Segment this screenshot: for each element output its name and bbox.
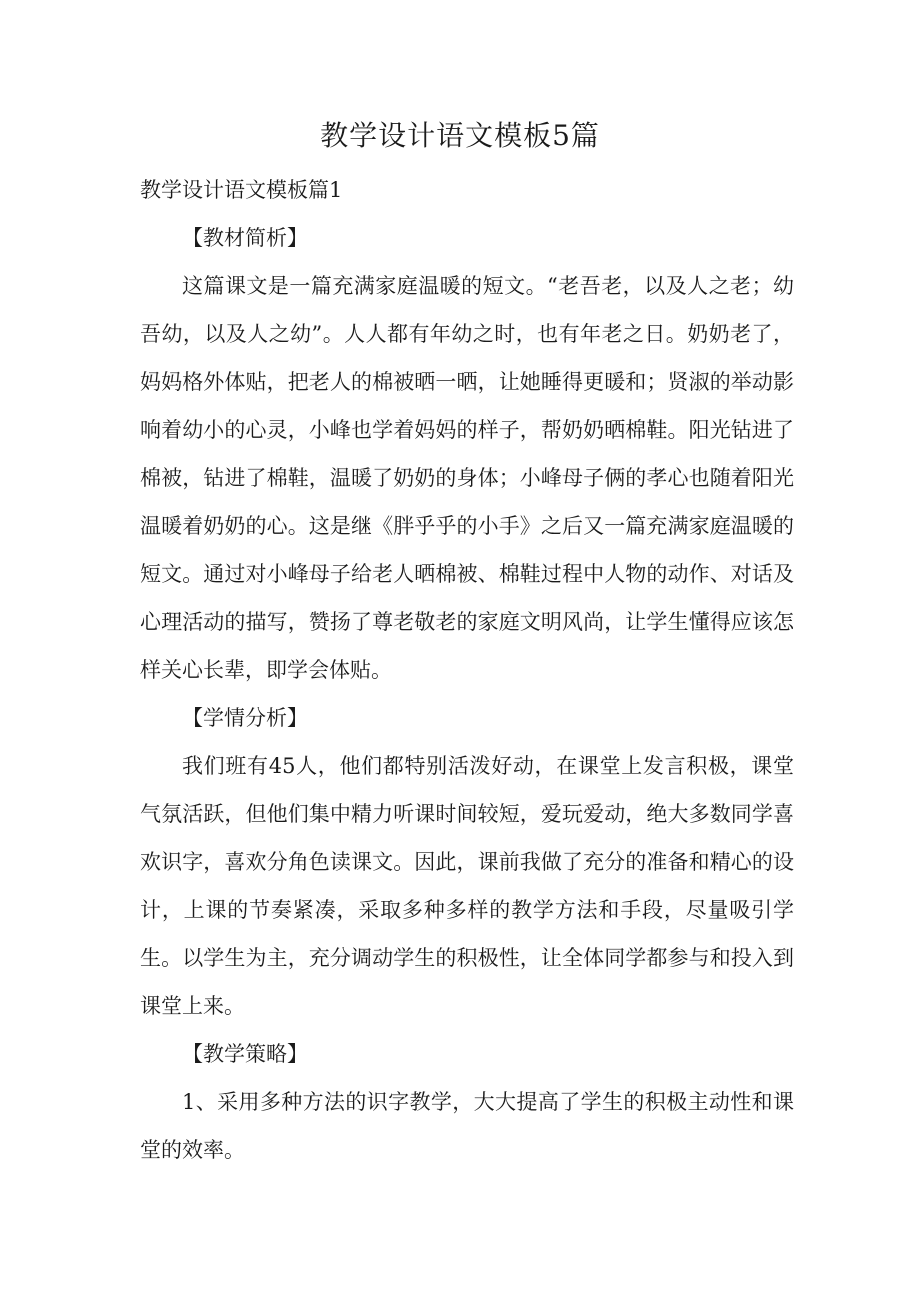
section-heading-student-analysis: 【学情分析】	[182, 706, 308, 730]
section-heading-textbook-analysis: 【教材简析】	[182, 226, 308, 250]
paragraph-student-analysis: 我们班有45人，他们都特别活泼好动，在课堂上发言积极，课堂气氛活跃，但他们集中精力听课时间较短，爱玩爱动，绝大多数同学喜欢识字，喜欢分角色读课文。因此，课前我做了充分的准备和精心的设计，上课的节奏紧凑，采取多种多样的教学方法和手段，尽量吸引学生。以学生为主，充分调动学生的积极性，让全体同学都参与和投入到课堂上来。	[140, 754, 794, 1018]
paragraph-textbook-analysis: 这篇课文是一篇充满家庭温暖的短文。“老吾老，以及人之老；幼吾幼，以及人之幼”。人人都有年幼之时，也有年老之日。奶奶老了，妈妈格外体贴，把老人的棉被晒一晒，让她睡得更暖和；贤淑的举动影响着幼小的心灵，小峰也学着妈妈的样子，帮奶奶晒棉鞋。阳光钻进了棉被，钻进了棉鞋，温暖了奶奶的身体；小峰母子俩的孝心也随着阳光温暖着奶奶的心。这是继《胖乎乎的小手》之后又一篇充满家庭温暖的短文。通过对小峰母子给老人晒棉被、棉鞋过程中人物的动作、对话及心理活动的描写，赞扬了尊老敬老的家庭文明风尚，让学生懂得应该怎样关心长辈，即学会体贴。	[140, 274, 794, 682]
document-body	[140, 166, 794, 1174]
document-title: 教学设计语文模板5篇	[320, 119, 600, 152]
paragraph-teaching-strategy: 1、采用多种方法的识字教学，大大提高了学生的积极主动性和课堂的效率。	[140, 1090, 794, 1162]
article-subtitle: 教学设计语文模板篇1	[140, 178, 343, 202]
section-heading-teaching-strategy: 【教学策略】	[182, 1042, 308, 1066]
